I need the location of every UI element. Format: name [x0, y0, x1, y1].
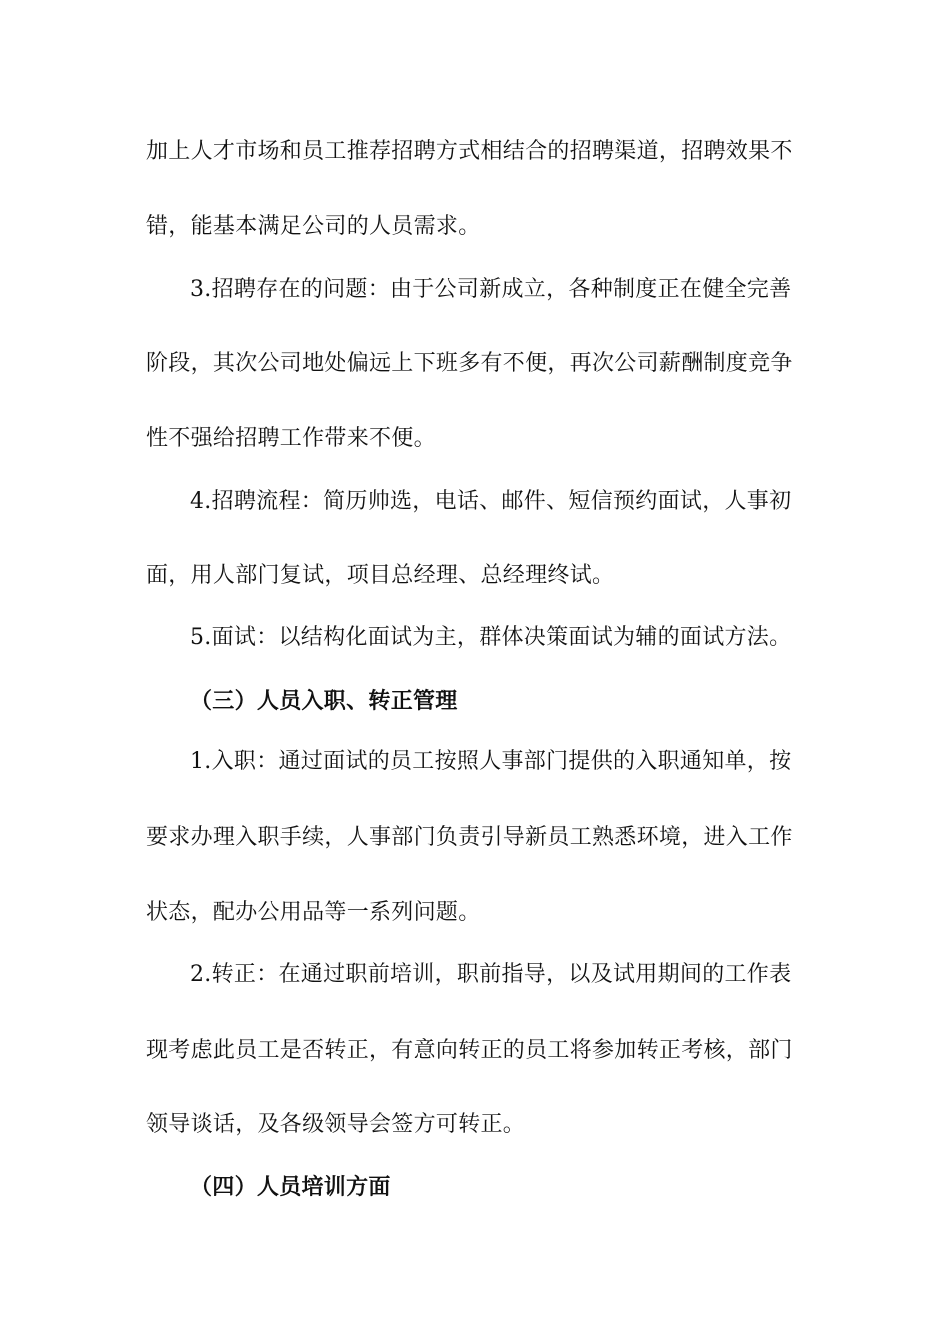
paragraph-line-14: 现考虑此员工是否转正，有意向转正的员工将参加转正考核，部门	[146, 1038, 793, 1063]
paragraph-line-2: 错，能基本满足公司的人员需求。	[146, 214, 481, 239]
paragraph-line-6: 4.招聘流程：简历帅选，电话、邮件、短信预约面试，人事初	[190, 489, 792, 514]
section-heading-3: （三）人员入职、转正管理	[190, 688, 458, 714]
paragraph-line-11: 要求办理入职手续，人事部门负责引导新员工熟悉环境，进入工作	[146, 825, 793, 850]
paragraph-line-8: 5.面试：以结构化面试为主，群体决策面试为辅的面试方法。	[190, 625, 792, 650]
paragraph-line-4: 阶段，其次公司地处偏远上下班多有不便，再次公司薪酬制度竞争	[146, 351, 793, 376]
section-heading-4: （四）人员培训方面	[190, 1174, 391, 1200]
paragraph-line-10: 1.入职：通过面试的员工按照人事部门提供的入职通知单，按	[190, 749, 792, 774]
paragraph-line-7: 面，用人部门复试，项目总经理、总经理终试。	[146, 563, 615, 588]
paragraph-line-5: 性不强给招聘工作带来不便。	[146, 426, 436, 451]
paragraph-line-1: 加上人才市场和员工推荐招聘方式相结合的招聘渠道，招聘效果不	[146, 139, 793, 164]
paragraph-line-3: 3.招聘存在的问题：由于公司新成立，各种制度正在健全完善	[190, 277, 792, 302]
paragraph-line-15: 领导谈话，及各级领导会签方可转正。	[146, 1112, 526, 1137]
paragraph-line-12: 状态，配办公用品等一系列问题。	[146, 900, 481, 925]
paragraph-line-13: 2.转正：在通过职前培训，职前指导，以及试用期间的工作表	[190, 962, 792, 987]
